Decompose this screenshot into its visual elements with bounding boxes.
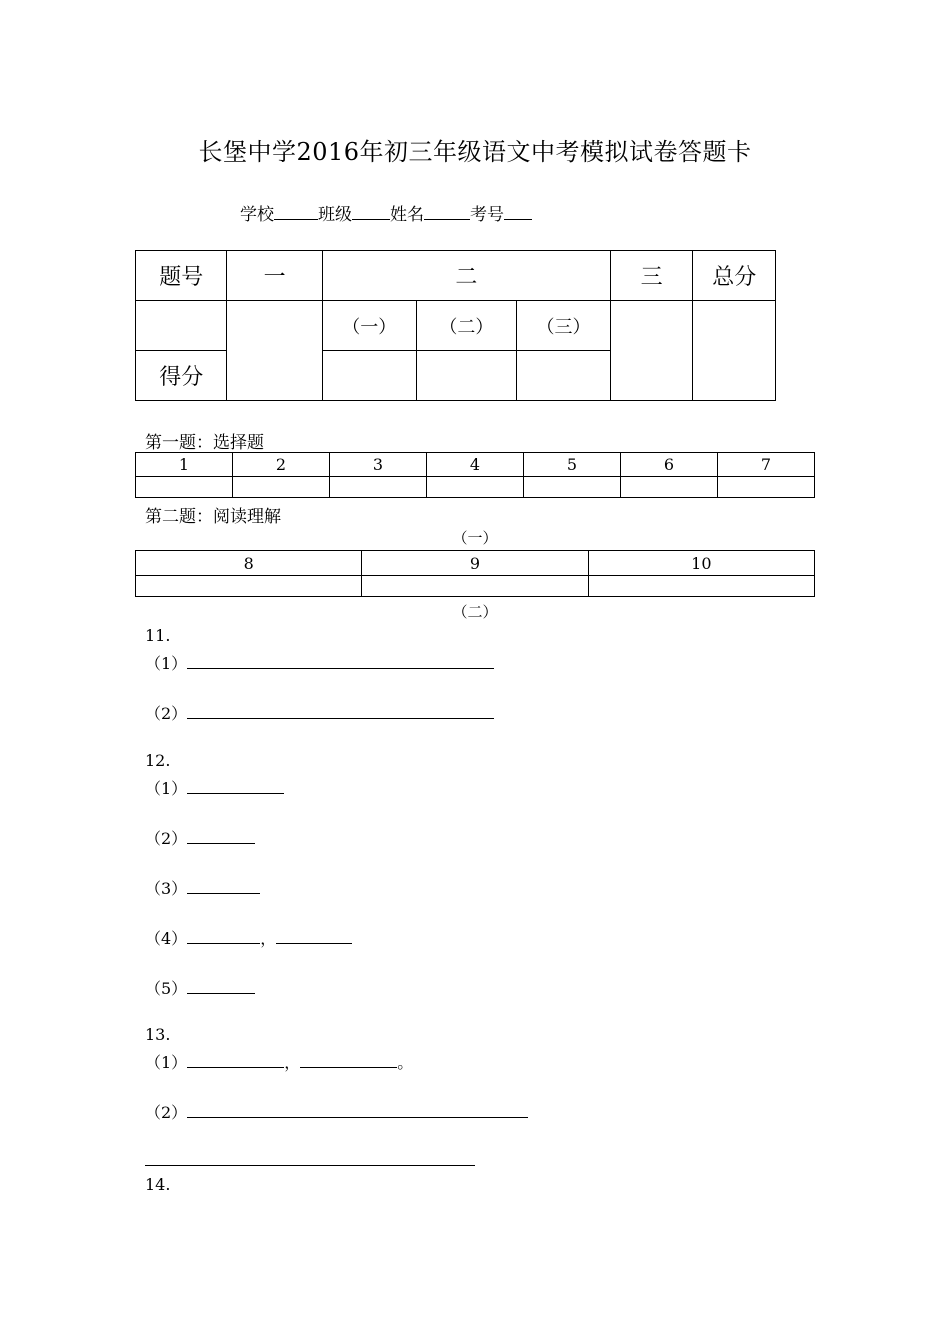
sub-header-3: （三）	[517, 301, 611, 351]
reading-answer-table	[135, 550, 815, 597]
item-label: （5）	[145, 979, 188, 998]
reading-number-9: 9	[362, 551, 588, 576]
question-13-number: 13.	[145, 1025, 171, 1044]
score-cell-blank	[136, 301, 227, 351]
score-cell-part-1[interactable]	[227, 301, 322, 401]
reading-answer-cell[interactable]	[136, 576, 362, 597]
exam-number-blank[interactable]	[504, 203, 532, 220]
answer-line[interactable]	[187, 829, 255, 844]
header-part-2: 二	[322, 251, 610, 301]
header-part-1: 一	[227, 251, 322, 301]
score-cell-total[interactable]	[693, 301, 776, 401]
section-2-label: 第二题：阅读理解	[145, 507, 281, 527]
question-14-number: 14.	[145, 1175, 171, 1194]
question-12-item-1	[145, 776, 284, 799]
question-12-number: 12.	[145, 751, 171, 770]
class-blank[interactable]	[352, 203, 390, 220]
answer-line[interactable]	[187, 929, 260, 944]
choice-number-3: 3	[330, 453, 427, 477]
score-summary-table	[135, 250, 776, 401]
answer-line[interactable]	[276, 929, 352, 944]
row-label-score: 得分	[136, 351, 227, 401]
answer-line-continuation[interactable]	[145, 1165, 475, 1166]
exam-number-label: 考号	[470, 205, 504, 225]
reading-answer-cell[interactable]	[588, 576, 814, 597]
choice-number-4: 4	[427, 453, 524, 477]
header-tihao: 题号	[136, 251, 227, 301]
item-label: （1）	[145, 779, 188, 798]
reading-part-1-label: （一）	[452, 529, 498, 547]
choice-number-2: 2	[233, 453, 330, 477]
choice-number-5: 5	[524, 453, 621, 477]
section-1-label: 第一题：选择题	[145, 433, 264, 453]
choice-answer-cell[interactable]	[621, 477, 718, 498]
period: 。	[397, 1053, 414, 1072]
item-label: （2）	[145, 704, 188, 723]
item-label: （4）	[145, 929, 188, 948]
reading-number-10: 10	[588, 551, 814, 576]
header-total: 总分	[693, 251, 776, 301]
school-blank[interactable]	[274, 203, 318, 220]
answer-line[interactable]	[187, 1053, 284, 1068]
reading-number-8: 8	[136, 551, 362, 576]
choice-answer-cell[interactable]	[718, 477, 815, 498]
item-label: （1）	[145, 654, 188, 673]
choice-answer-cell[interactable]	[136, 477, 233, 498]
score-cell-sub-2[interactable]	[416, 351, 517, 401]
choice-number-1: 1	[136, 453, 233, 477]
item-label: （1）	[145, 1053, 188, 1072]
answer-line[interactable]	[300, 1053, 397, 1068]
header-part-3: 三	[610, 251, 693, 301]
choice-number-6: 6	[621, 453, 718, 477]
reading-answer-cell[interactable]	[362, 576, 588, 597]
choice-number-7: 7	[718, 453, 815, 477]
item-label: （3）	[145, 879, 188, 898]
item-label: （2）	[145, 829, 188, 848]
answer-line[interactable]	[187, 879, 260, 894]
name-label: 姓名	[390, 205, 424, 225]
answer-line[interactable]	[187, 704, 494, 719]
score-cell-part-3[interactable]	[610, 301, 693, 401]
sub-header-1: （一）	[322, 301, 416, 351]
question-13-item-1	[145, 1050, 413, 1073]
question-11-item-1	[145, 651, 494, 674]
answer-line[interactable]	[187, 654, 494, 669]
school-label: 学校	[240, 205, 274, 225]
question-12-item-5	[145, 976, 255, 999]
item-label: （2）	[145, 1103, 188, 1122]
class-label: 班级	[318, 205, 352, 225]
question-12-item-3	[145, 876, 260, 899]
choice-answer-cell[interactable]	[233, 477, 330, 498]
question-12-item-4	[145, 926, 352, 949]
question-11-item-2	[145, 701, 494, 724]
answer-line[interactable]	[187, 979, 255, 994]
answer-line[interactable]	[187, 1103, 528, 1118]
answer-line[interactable]	[187, 779, 284, 794]
choice-answer-cell[interactable]	[330, 477, 427, 498]
choice-answer-cell[interactable]	[524, 477, 621, 498]
comma: ，	[284, 1053, 301, 1072]
page-title: 长堡中学2016年初三年级语文中考模拟试卷答题卡	[198, 138, 752, 166]
student-info-line	[240, 200, 532, 225]
comma: ，	[260, 929, 277, 948]
choice-answer-table	[135, 452, 815, 498]
question-12-item-2	[145, 826, 255, 849]
score-cell-sub-3[interactable]	[517, 351, 611, 401]
name-blank[interactable]	[424, 203, 470, 220]
question-13-item-2	[145, 1100, 528, 1123]
reading-part-2-label: （二）	[452, 603, 498, 621]
question-11-number: 11.	[145, 626, 171, 645]
choice-answer-cell[interactable]	[427, 477, 524, 498]
score-cell-sub-1[interactable]	[322, 351, 416, 401]
sub-header-2: （二）	[416, 301, 517, 351]
